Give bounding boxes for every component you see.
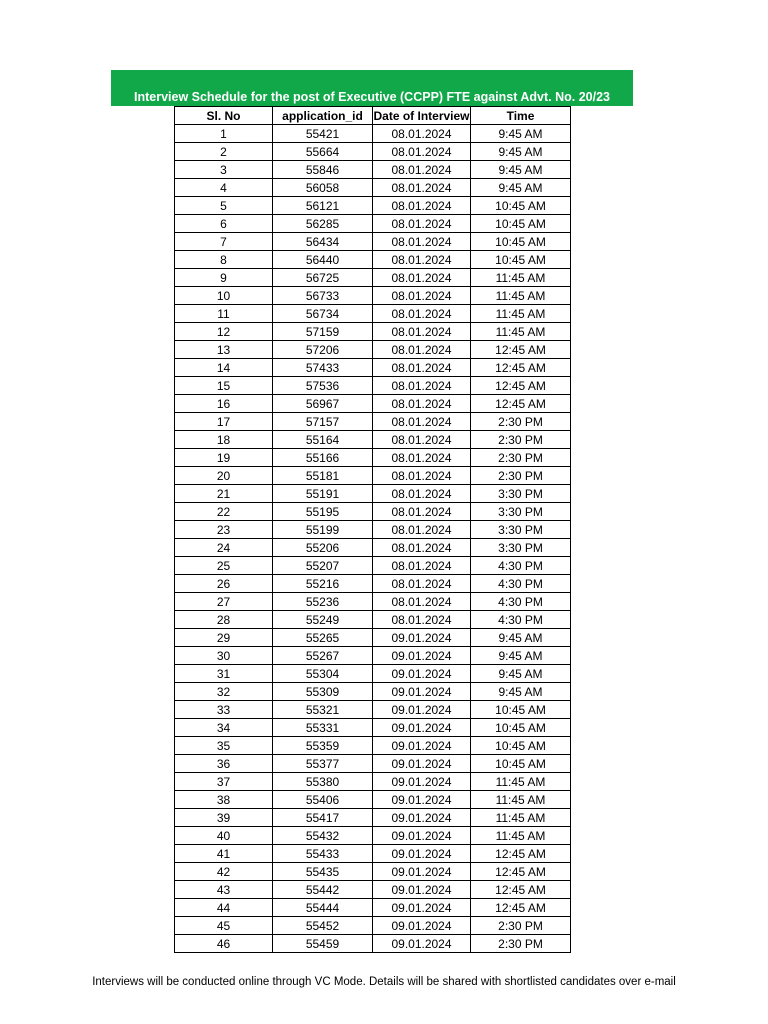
table-row [175, 503, 571, 521]
time-cell: 2:30 PM [471, 449, 571, 467]
application-id-cell: 56725 [273, 269, 373, 287]
date-cell: 08.01.2024 [373, 161, 471, 179]
time-cell: 9:45 AM [471, 143, 571, 161]
time-cell: 10:45 AM [471, 197, 571, 215]
date-cell: 08.01.2024 [373, 467, 471, 485]
time-cell: 10:45 AM [471, 701, 571, 719]
sl-no-cell: 6 [175, 215, 273, 233]
sl-no-cell: 35 [175, 737, 273, 755]
application-id-cell: 56285 [273, 215, 373, 233]
date-cell: 08.01.2024 [373, 251, 471, 269]
sl-no-cell: 39 [175, 809, 273, 827]
table-row [175, 449, 571, 467]
time-cell: 9:45 AM [471, 647, 571, 665]
header-row [175, 107, 571, 125]
date-cell: 08.01.2024 [373, 611, 471, 629]
table-row [175, 143, 571, 161]
sl-no-cell: 16 [175, 395, 273, 413]
application-id-cell: 55207 [273, 557, 373, 575]
sl-no-cell: 13 [175, 341, 273, 359]
application-id-cell: 55181 [273, 467, 373, 485]
date-cell: 09.01.2024 [373, 791, 471, 809]
header-application-id: application_id [273, 107, 373, 125]
time-cell: 12:45 AM [471, 341, 571, 359]
time-cell: 10:45 AM [471, 233, 571, 251]
application-id-cell: 55444 [273, 899, 373, 917]
header-date-of-interview: Date of Interview [373, 108, 470, 123]
time-cell: 2:30 PM [471, 935, 571, 953]
date-cell: 09.01.2024 [373, 665, 471, 683]
date-cell: 09.01.2024 [373, 809, 471, 827]
table-row [175, 485, 571, 503]
sl-no-cell: 22 [175, 503, 273, 521]
sl-no-cell: 8 [175, 251, 273, 269]
application-id-cell: 55432 [273, 827, 373, 845]
table-row [175, 557, 571, 575]
date-cell: 09.01.2024 [373, 845, 471, 863]
sl-no-cell: 28 [175, 611, 273, 629]
date-cell: 08.01.2024 [373, 449, 471, 467]
sl-no-cell: 24 [175, 539, 273, 557]
time-cell: 11:45 AM [471, 323, 571, 341]
date-cell: 08.01.2024 [373, 323, 471, 341]
header-sl-no: Sl. No [175, 107, 273, 125]
interview-schedule-table [174, 106, 571, 953]
table-row [175, 395, 571, 413]
sl-no-cell: 41 [175, 845, 273, 863]
time-cell: 4:30 PM [471, 611, 571, 629]
time-cell: 2:30 PM [471, 431, 571, 449]
table-row [175, 377, 571, 395]
application-id-cell: 56967 [273, 395, 373, 413]
sl-no-cell: 1 [175, 125, 273, 143]
date-cell: 08.01.2024 [373, 269, 471, 287]
sl-no-cell: 19 [175, 449, 273, 467]
sl-no-cell: 23 [175, 521, 273, 539]
time-cell: 12:45 AM [471, 899, 571, 917]
table-row [175, 791, 571, 809]
time-cell: 12:45 AM [471, 359, 571, 377]
time-cell: 11:45 AM [471, 827, 571, 845]
table-row [175, 629, 571, 647]
sl-no-cell: 7 [175, 233, 273, 251]
sl-no-cell: 45 [175, 917, 273, 935]
date-cell: 08.01.2024 [373, 359, 471, 377]
sl-no-cell: 27 [175, 593, 273, 611]
application-id-cell: 55846 [273, 161, 373, 179]
sl-no-cell: 29 [175, 629, 273, 647]
application-id-cell: 55206 [273, 539, 373, 557]
application-id-cell: 55406 [273, 791, 373, 809]
date-cell: 09.01.2024 [373, 701, 471, 719]
application-id-cell: 55321 [273, 701, 373, 719]
application-id-cell: 55265 [273, 629, 373, 647]
date-cell: 09.01.2024 [373, 647, 471, 665]
table-row [175, 665, 571, 683]
time-cell: 10:45 AM [471, 719, 571, 737]
application-id-cell: 55164 [273, 431, 373, 449]
table-row [175, 287, 571, 305]
application-id-cell: 57157 [273, 413, 373, 431]
table-row [175, 755, 571, 773]
header-time: Time [471, 107, 571, 125]
table-row [175, 845, 571, 863]
sl-no-cell: 11 [175, 305, 273, 323]
sl-no-cell: 40 [175, 827, 273, 845]
table-row [175, 899, 571, 917]
time-cell: 3:30 PM [471, 485, 571, 503]
application-id-cell: 55216 [273, 575, 373, 593]
date-cell: 09.01.2024 [373, 935, 471, 953]
table-row [175, 251, 571, 269]
date-cell: 09.01.2024 [373, 773, 471, 791]
footer-note: Interviews will be conducted online through VC Mode. Details will be shared with shortlisted candidates over e-mail [92, 976, 676, 988]
table-row [175, 701, 571, 719]
application-id-cell: 56733 [273, 287, 373, 305]
time-cell: 11:45 AM [471, 809, 571, 827]
application-id-cell: 56434 [273, 233, 373, 251]
time-cell: 4:30 PM [471, 593, 571, 611]
time-cell: 11:45 AM [471, 791, 571, 809]
application-id-cell: 55331 [273, 719, 373, 737]
sl-no-cell: 26 [175, 575, 273, 593]
sl-no-cell: 14 [175, 359, 273, 377]
application-id-cell: 55417 [273, 809, 373, 827]
sl-no-cell: 21 [175, 485, 273, 503]
application-id-cell: 55459 [273, 935, 373, 953]
application-id-cell: 55195 [273, 503, 373, 521]
table-body [175, 125, 571, 953]
time-cell: 10:45 AM [471, 251, 571, 269]
time-cell: 10:45 AM [471, 737, 571, 755]
time-cell: 9:45 AM [471, 629, 571, 647]
time-cell: 10:45 AM [471, 755, 571, 773]
sl-no-cell: 42 [175, 863, 273, 881]
time-cell: 12:45 AM [471, 377, 571, 395]
schedule-title-banner [111, 70, 633, 106]
application-id-cell: 55191 [273, 485, 373, 503]
table-row [175, 305, 571, 323]
table-row [175, 827, 571, 845]
time-cell: 3:30 PM [471, 503, 571, 521]
date-cell: 08.01.2024 [373, 341, 471, 359]
table-row [175, 575, 571, 593]
table-row [175, 683, 571, 701]
table-row [175, 593, 571, 611]
application-id-cell: 56440 [273, 251, 373, 269]
time-cell: 12:45 AM [471, 881, 571, 899]
application-id-cell: 57206 [273, 341, 373, 359]
sl-no-cell: 25 [175, 557, 273, 575]
table-row [175, 215, 571, 233]
table-row [175, 269, 571, 287]
date-cell: 08.01.2024 [373, 305, 471, 323]
sl-no-cell: 4 [175, 179, 273, 197]
sl-no-cell: 20 [175, 467, 273, 485]
date-cell: 08.01.2024 [373, 125, 471, 143]
date-cell: 08.01.2024 [373, 413, 471, 431]
table-row [175, 341, 571, 359]
schedule-title: Interview Schedule for the post of Executive (CCPP) FTE against Advt. No. 20/23 [133, 90, 611, 104]
time-cell: 9:45 AM [471, 125, 571, 143]
date-cell: 09.01.2024 [373, 899, 471, 917]
table-row [175, 611, 571, 629]
application-id-cell: 57536 [273, 377, 373, 395]
table-row [175, 773, 571, 791]
application-id-cell: 55309 [273, 683, 373, 701]
time-cell: 9:45 AM [471, 179, 571, 197]
date-cell: 09.01.2024 [373, 827, 471, 845]
application-id-cell: 55199 [273, 521, 373, 539]
sl-no-cell: 15 [175, 377, 273, 395]
application-id-cell: 55236 [273, 593, 373, 611]
table-row [175, 917, 571, 935]
application-id-cell: 57159 [273, 323, 373, 341]
sl-no-cell: 43 [175, 881, 273, 899]
application-id-cell: 55452 [273, 917, 373, 935]
table-row [175, 161, 571, 179]
time-cell: 11:45 AM [471, 287, 571, 305]
table-row [175, 809, 571, 827]
sl-no-cell: 18 [175, 431, 273, 449]
table-row [175, 647, 571, 665]
date-cell: 09.01.2024 [373, 629, 471, 647]
application-id-cell: 55267 [273, 647, 373, 665]
time-cell: 11:45 AM [471, 269, 571, 287]
time-cell: 3:30 PM [471, 521, 571, 539]
sl-no-cell: 12 [175, 323, 273, 341]
application-id-cell: 55435 [273, 863, 373, 881]
sl-no-cell: 32 [175, 683, 273, 701]
table-row [175, 413, 571, 431]
table-row [175, 521, 571, 539]
table-row [175, 359, 571, 377]
time-cell: 4:30 PM [471, 557, 571, 575]
time-cell: 12:45 AM [471, 395, 571, 413]
time-cell: 11:45 AM [471, 773, 571, 791]
sl-no-cell: 30 [175, 647, 273, 665]
date-cell: 08.01.2024 [373, 377, 471, 395]
sl-no-cell: 46 [175, 935, 273, 953]
sl-no-cell: 10 [175, 287, 273, 305]
table-row [175, 431, 571, 449]
table-row [175, 719, 571, 737]
time-cell: 12:45 AM [471, 863, 571, 881]
date-cell: 08.01.2024 [373, 485, 471, 503]
application-id-cell: 55433 [273, 845, 373, 863]
application-id-cell: 55421 [273, 125, 373, 143]
application-id-cell: 55249 [273, 611, 373, 629]
application-id-cell: 56734 [273, 305, 373, 323]
sl-no-cell: 37 [175, 773, 273, 791]
application-id-cell: 57433 [273, 359, 373, 377]
sl-no-cell: 2 [175, 143, 273, 161]
application-id-cell: 55304 [273, 665, 373, 683]
application-id-cell: 56121 [273, 197, 373, 215]
date-cell: 08.01.2024 [373, 197, 471, 215]
date-cell: 08.01.2024 [373, 521, 471, 539]
sl-no-cell: 38 [175, 791, 273, 809]
application-id-cell: 55359 [273, 737, 373, 755]
date-cell: 09.01.2024 [373, 863, 471, 881]
date-cell: 08.01.2024 [373, 431, 471, 449]
sl-no-cell: 17 [175, 413, 273, 431]
table-row [175, 863, 571, 881]
sl-no-cell: 5 [175, 197, 273, 215]
date-cell: 08.01.2024 [373, 539, 471, 557]
date-cell: 09.01.2024 [373, 917, 471, 935]
sl-no-cell: 31 [175, 665, 273, 683]
date-cell: 09.01.2024 [373, 683, 471, 701]
time-cell: 2:30 PM [471, 413, 571, 431]
sl-no-cell: 44 [175, 899, 273, 917]
date-cell: 08.01.2024 [373, 215, 471, 233]
table-row [175, 197, 571, 215]
time-cell: 9:45 AM [471, 161, 571, 179]
time-cell: 9:45 AM [471, 665, 571, 683]
date-cell: 08.01.2024 [373, 557, 471, 575]
table-row [175, 179, 571, 197]
table-row [175, 881, 571, 899]
application-id-cell: 55377 [273, 755, 373, 773]
date-cell: 08.01.2024 [373, 287, 471, 305]
date-cell: 08.01.2024 [373, 233, 471, 251]
time-cell: 12:45 AM [471, 845, 571, 863]
time-cell: 2:30 PM [471, 917, 571, 935]
sl-no-cell: 3 [175, 161, 273, 179]
table-row [175, 125, 571, 143]
time-cell: 9:45 AM [471, 683, 571, 701]
date-cell: 08.01.2024 [373, 143, 471, 161]
application-id-cell: 56058 [273, 179, 373, 197]
date-cell: 09.01.2024 [373, 755, 471, 773]
table-row [175, 737, 571, 755]
table-row [175, 233, 571, 251]
application-id-cell: 55380 [273, 773, 373, 791]
date-cell: 08.01.2024 [373, 593, 471, 611]
sl-no-cell: 36 [175, 755, 273, 773]
application-id-cell: 55442 [273, 881, 373, 899]
date-cell: 09.01.2024 [373, 719, 471, 737]
table-row [175, 467, 571, 485]
time-cell: 3:30 PM [471, 539, 571, 557]
time-cell: 10:45 AM [471, 215, 571, 233]
application-id-cell: 55664 [273, 143, 373, 161]
sl-no-cell: 34 [175, 719, 273, 737]
sl-no-cell: 33 [175, 701, 273, 719]
table-row [175, 323, 571, 341]
time-cell: 2:30 PM [471, 467, 571, 485]
date-cell: 09.01.2024 [373, 881, 471, 899]
date-cell: 08.01.2024 [373, 503, 471, 521]
time-cell: 4:30 PM [471, 575, 571, 593]
date-cell: 08.01.2024 [373, 179, 471, 197]
application-id-cell: 55166 [273, 449, 373, 467]
date-cell: 09.01.2024 [373, 737, 471, 755]
table-row [175, 935, 571, 953]
sl-no-cell: 9 [175, 269, 273, 287]
time-cell: 11:45 AM [471, 305, 571, 323]
table-row [175, 539, 571, 557]
date-cell: 08.01.2024 [373, 575, 471, 593]
date-cell: 08.01.2024 [373, 395, 471, 413]
